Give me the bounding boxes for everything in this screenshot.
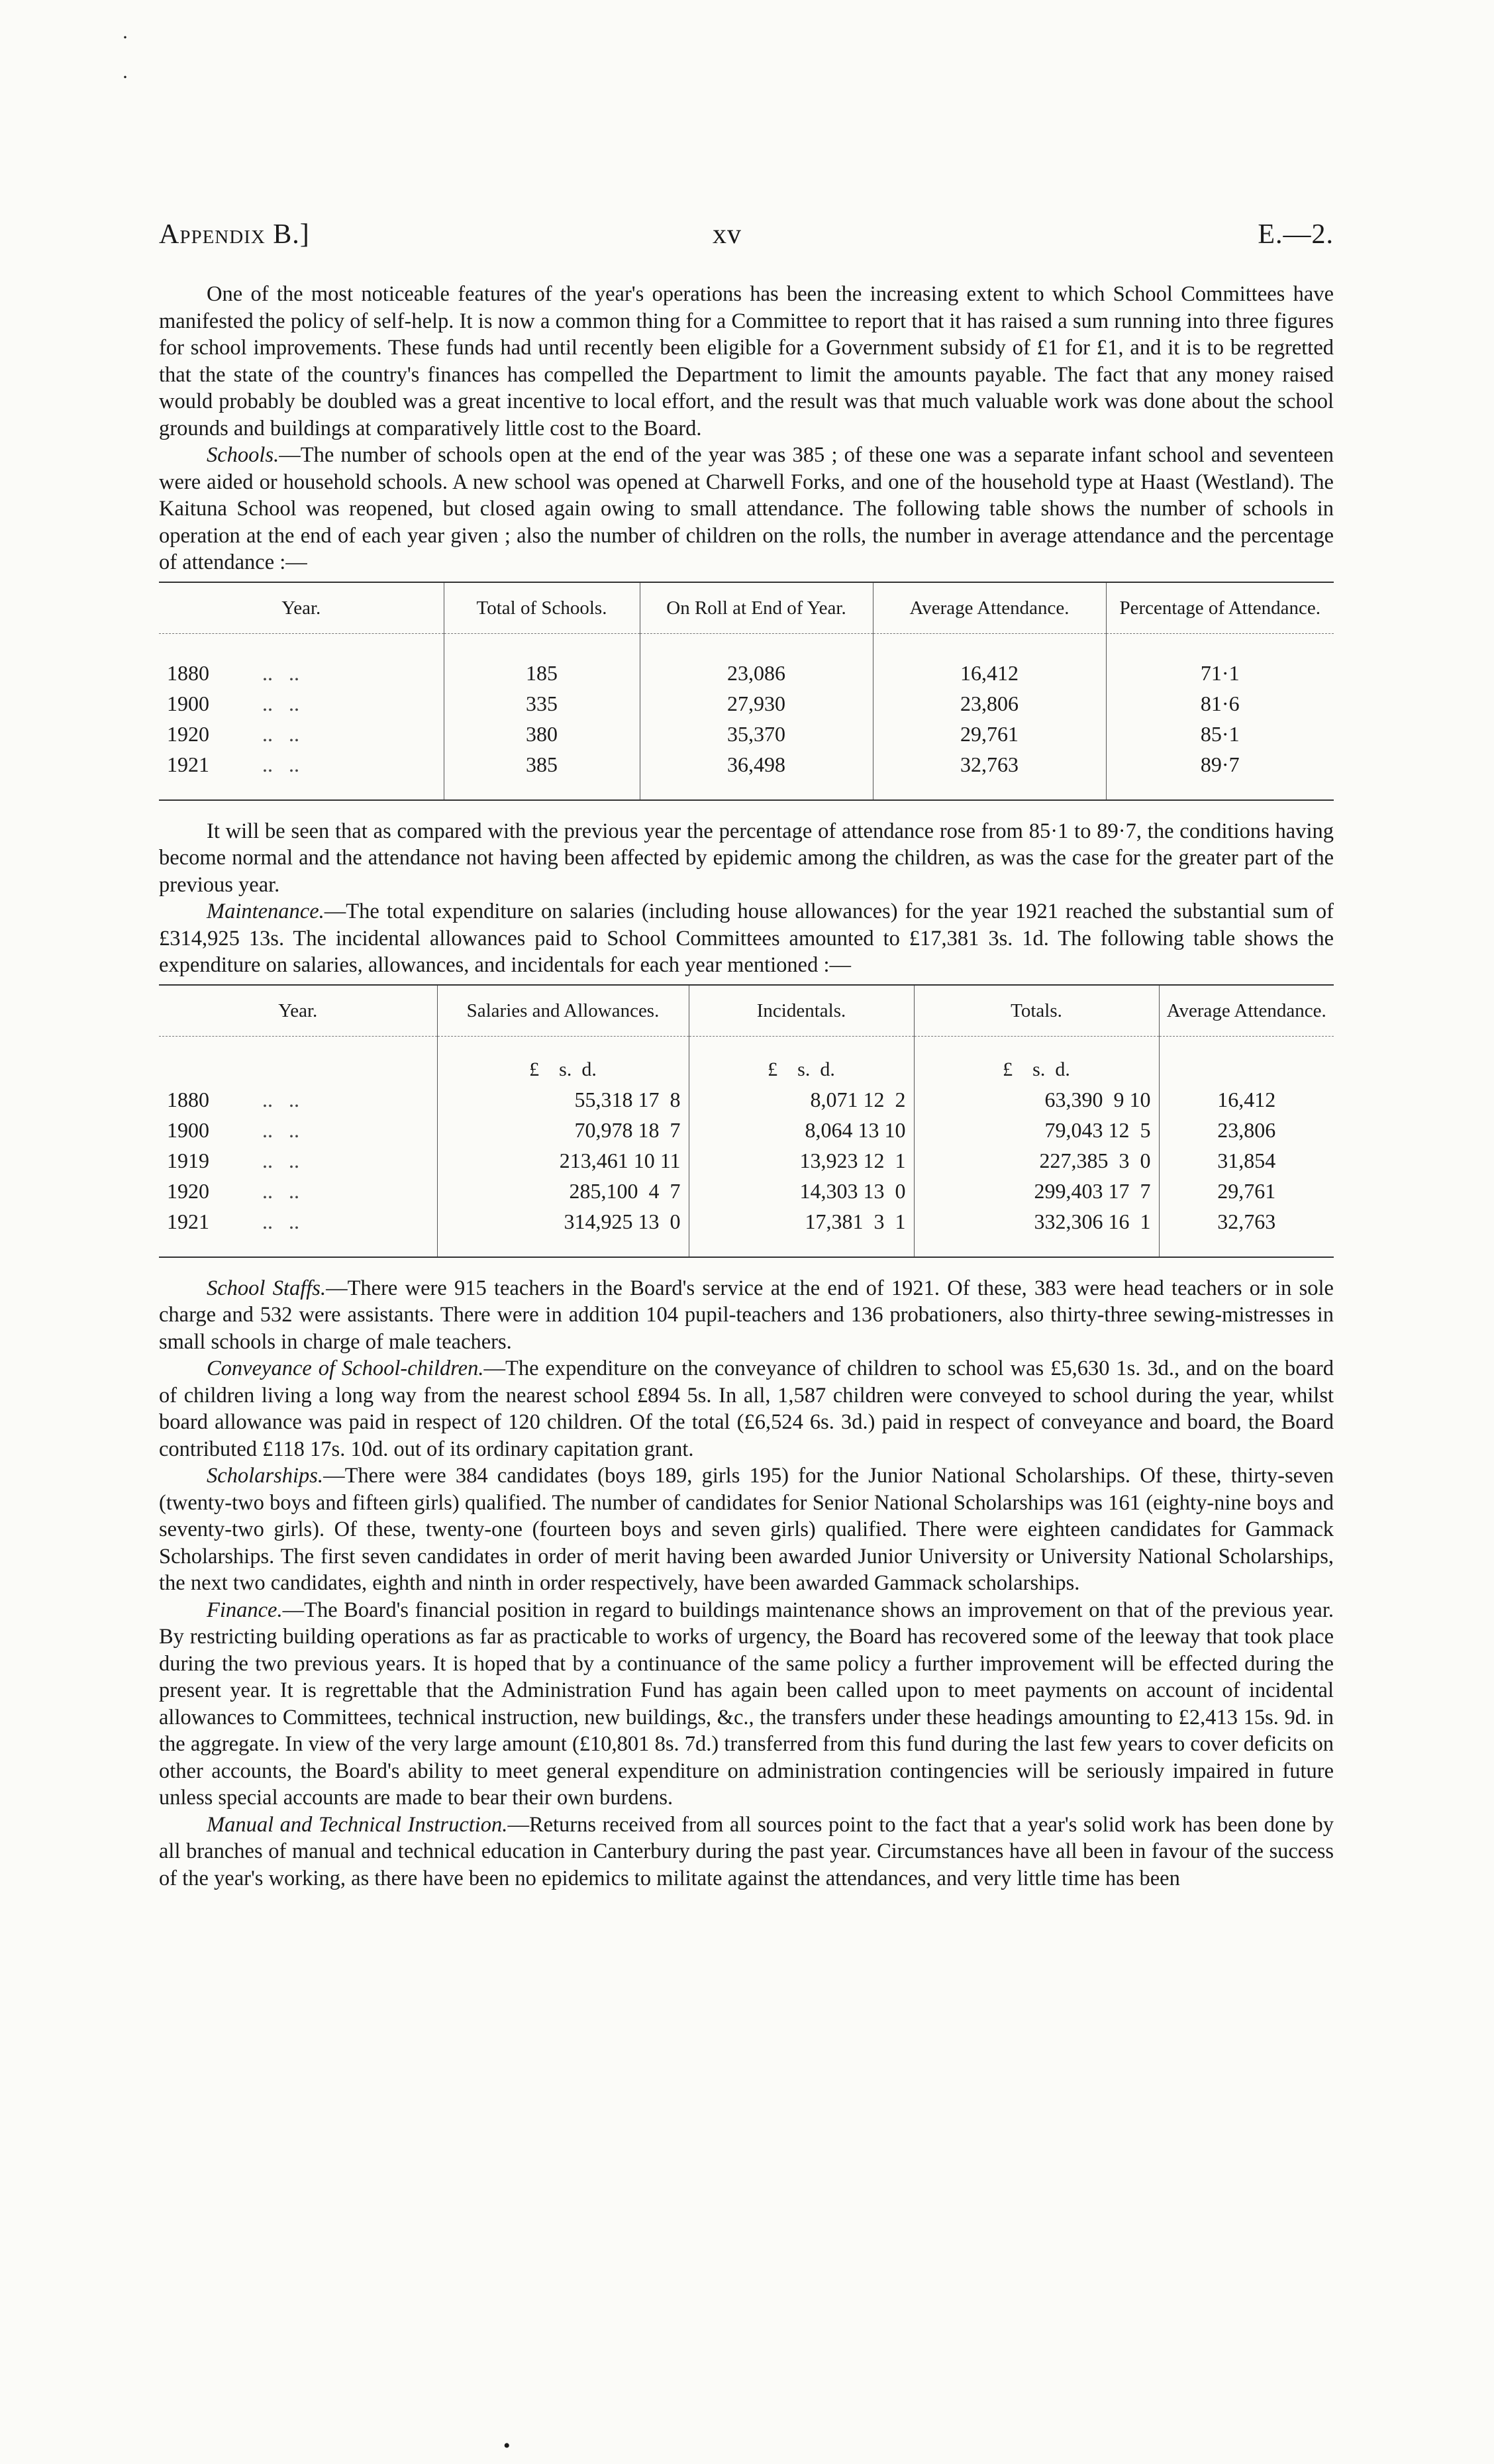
cell-attendance: 32,763 [1159, 1206, 1334, 1257]
cell-attendance: 16,412 [873, 633, 1106, 688]
row-year-cell [159, 749, 444, 800]
row-year-cell [159, 1115, 437, 1145]
row-year-cell [159, 1206, 437, 1257]
row-year: 1920 [167, 721, 209, 746]
row-year-cell [159, 633, 444, 688]
cell-attendance: 32,763 [873, 749, 1106, 800]
cell-percentage: 89·7 [1106, 749, 1334, 800]
cell-totals: 332,306 16 1 [914, 1206, 1159, 1257]
paragraph-scholarships [159, 1463, 1334, 1597]
cell-schools: 385 [444, 749, 640, 800]
document-page [159, 219, 1334, 1892]
cell-percentage: 81·6 [1106, 688, 1334, 719]
paragraph-finance [159, 1597, 1334, 1812]
cell-salaries: 55,318 17 8 [437, 1084, 689, 1115]
paragraph-attendance: It will be seen that as compared with the previous year the percentage of attendance rose from 85·1 to 89·7, the conditions having become normal and the attendance not having been affected by epidemic among the children, as was the case for the greater part of the previous year. [159, 819, 1334, 897]
paragraph-maintenance [159, 898, 1334, 979]
table-row [159, 1206, 1334, 1257]
cell-incidentals: 17,381 3 1 [689, 1206, 914, 1257]
col-on-roll: On Roll at End of Year. [640, 582, 873, 634]
unit-salaries: £ s. d. [437, 1036, 689, 1084]
cell-salaries: 314,925 13 0 [437, 1206, 689, 1257]
col-average-attendance: Average Attendance. [1159, 985, 1334, 1037]
cell-incidentals: 13,923 12 1 [689, 1145, 914, 1176]
table-row [159, 688, 1334, 719]
paragraph-conveyance [159, 1355, 1334, 1463]
row-year: 1919 [167, 1148, 209, 1172]
finance-heading: Finance. [207, 1598, 283, 1622]
unit-blank [159, 1036, 437, 1084]
cell-on-roll: 36,498 [640, 749, 873, 800]
cell-attendance: 23,806 [873, 688, 1106, 719]
cell-totals: 299,403 17 7 [914, 1176, 1159, 1206]
table-row [159, 633, 1334, 688]
table-header-row [159, 985, 1334, 1037]
table-row [159, 719, 1334, 749]
row-year: 1920 [167, 1178, 209, 1203]
row-year: 1900 [167, 1117, 209, 1142]
cell-salaries: 285,100 4 7 [437, 1176, 689, 1206]
cell-salaries: 213,461 10 11 [437, 1145, 689, 1176]
leader-dots: .. .. [262, 752, 299, 776]
manual-heading: Manual and Technical Instruction. [207, 1812, 508, 1837]
leader-dots: .. .. [262, 660, 299, 685]
leader-dots: .. .. [262, 691, 299, 715]
units-row [159, 1036, 1334, 1084]
table-row [159, 749, 1334, 800]
header-page-number: xv [713, 219, 742, 250]
unit-incidentals: £ s. d. [689, 1036, 914, 1084]
finance-text: —The Board's financial position in regard to buildings maintenance shows an improvement on that of the previous year. By restricting building operations as far as practicable to works of urgency, the Board has recovered some of the leeway that took place during the two previous years. It is hoped that by a continuance of the same policy a further improvement will be effected during the present year. It is regrettable that the Administration Fund has again been called upon to meet payments on account of incidental allowances to Committees, technical instruction, new buildings, &c., the transfers under these headings amounting to £2,413 15s. 9d. in the aggregate. In view of the very large amount (£10,801 8s. 7d.) transferred from this fund during the last few years to cover deficits on other accounts, the Board's ability to meet general expenditure on administration contingencies will be seriously impaired in future unless special accounts are made to bear their own burdens. [159, 1598, 1334, 1810]
col-incidentals: Incidentals. [689, 985, 914, 1037]
cell-totals: 227,385 3 0 [914, 1145, 1159, 1176]
scholarships-text: —There were 384 candidates (boys 189, girls 195) for the Junior National Scholarships. Of these, thirty-seven (twenty-two boys and fifteen girls) qualified. The number of candidates for Senior National Scholarships was 161 (eighty-nine boys and seventy-two girls). Of these, twenty-one (fourteen boys and seven girls) qualified. There were eighteen candidates for Gammack Scholarships. The first seven candidates in order of merit having been awarded Junior University or University National Scholarships, the next two candidates, eighth and ninth in order respectively, have been awarded Gammack scholarships. [159, 1464, 1334, 1595]
cell-attendance: 29,761 [1159, 1176, 1334, 1206]
cell-salaries: 70,978 18 7 [437, 1115, 689, 1145]
leader-dots: .. .. [262, 1087, 299, 1111]
row-year-cell [159, 719, 444, 749]
cell-attendance: 29,761 [873, 719, 1106, 749]
paragraph-schools [159, 442, 1334, 576]
row-year: 1880 [167, 660, 209, 685]
row-year-cell [159, 1145, 437, 1176]
schools-text: —The number of schools open at the end of the year was 385 ; of these one was a separate infant school and seventeen were aided or household schools. A new school was opened at Charwell Forks, and one of the household type at Haast (Westland). The Kaituna School was reopened, but closed again owing to small attendance. The following table shows the number of schools in operation at the end of each year given ; also the number of children on the rolls, the number in average attendance and the percentage of attendance :— [159, 443, 1334, 574]
col-year: Year. [159, 985, 437, 1037]
row-year-cell [159, 1084, 437, 1115]
stray-mark: · [122, 26, 128, 48]
table-row [159, 1115, 1334, 1145]
row-year-cell [159, 1176, 437, 1206]
cell-totals: 79,043 12 5 [914, 1115, 1159, 1145]
col-average-attendance: Average Attendance. [873, 582, 1106, 634]
col-totals: Totals. [914, 985, 1159, 1037]
col-percentage: Percentage of Attendance. [1106, 582, 1334, 634]
cell-schools: 185 [444, 633, 640, 688]
unit-totals: £ s. d. [914, 1036, 1159, 1084]
col-total-schools: Total of Schools. [444, 582, 640, 634]
row-year-cell [159, 688, 444, 719]
cell-percentage: 85·1 [1106, 719, 1334, 749]
header-appendix: Appendix B.] [159, 219, 310, 250]
conveyance-heading: Conveyance of School-children. [207, 1357, 484, 1380]
unit-blank [1159, 1036, 1334, 1084]
manual-text: —Returns received from all sources point to the fact that a year's solid work has been done by all branches of manual and technical education in Canterbury during the past year. Circumstances have all been in favour of the success of the year's working, as there have been no epidemics to militate against the attendances, and very little time has been [159, 1812, 1334, 1890]
cell-percentage: 71·1 [1106, 633, 1334, 688]
maintenance-text: —The total expenditure on salaries (including house allowances) for the year 1921 reached the substantial sum of £314,925 13s. The incidental allowances paid to School Committees amounted to £17,381 3s. 1d. The following table shows the expenditure on salaries, allowances, and incidentals for each year mentioned :— [159, 899, 1334, 977]
table-row [159, 1176, 1334, 1206]
page-header [159, 219, 1334, 250]
row-year: 1880 [167, 1087, 209, 1111]
table-header-row [159, 582, 1334, 634]
leader-dots: .. .. [262, 1178, 299, 1203]
cell-incidentals: 8,064 13 10 [689, 1115, 914, 1145]
cell-on-roll: 35,370 [640, 719, 873, 749]
cell-schools: 335 [444, 688, 640, 719]
schools-heading: Schools. [207, 443, 279, 467]
cell-attendance: 16,412 [1159, 1084, 1334, 1115]
row-year: 1900 [167, 691, 209, 715]
header-section: E.—2. [1258, 219, 1334, 250]
stray-mark: · [122, 66, 128, 88]
maintenance-heading: Maintenance. [207, 899, 324, 923]
staffs-text: —There were 915 teachers in the Board's service at the end of 1921. Of these, 383 were head teachers or in sole charge and 532 were assistants. There were in addition 104 pupil-teachers and 136 probationers, also thirty-three sewing-mistresses in small schools in charge of male teachers. [159, 1276, 1334, 1354]
schools-table [159, 582, 1334, 801]
cell-attendance: 31,854 [1159, 1145, 1334, 1176]
scholarships-heading: Scholarships. [207, 1464, 324, 1488]
row-year: 1921 [167, 1209, 209, 1233]
cell-totals: 63,390 9 10 [914, 1084, 1159, 1115]
paragraph-self-help: One of the most noticeable features of the year's operations has been the increasing extent to which School Committees have manifested the policy of self-help. It is now a common thing for a Committee to report that it has raised a sum running into three figures for school improvements. These funds had until recently been eligible for a Government subsidy of £1 for £1, and it is to be regretted that the state of the country's finances has compelled the Department to limit the amounts payable. The fact that any money raised would probably be doubled was a great incentive to local effort, and the result was that much valuable work was done about the school grounds and buildings at comparatively little cost to the Board. [159, 282, 1334, 440]
table-row [159, 1084, 1334, 1115]
col-salaries: Salaries and Allowances. [437, 985, 689, 1037]
row-year: 1921 [167, 752, 209, 776]
leader-dots: .. .. [262, 1117, 299, 1142]
leader-dots: .. .. [262, 721, 299, 746]
conveyance-text: —The expenditure on the conveyance of children to school was £5,630 1s. 3d., and on the board of children living a long way from the nearest school £894 5s. In all, 1,587 children were conveyed to school during the year, whilst board allowance was paid in respect of 120 children. Of the total (£6,524 6s. 3d.) paid in respect of conveyance and board, the Board contributed £118 17s. 10d. out of its ordinary capitation grant. [159, 1357, 1334, 1461]
paragraph-staffs [159, 1275, 1334, 1356]
stray-mark: • [503, 2435, 511, 2457]
cell-attendance: 23,806 [1159, 1115, 1334, 1145]
cell-on-roll: 27,930 [640, 688, 873, 719]
leader-dots: .. .. [262, 1209, 299, 1233]
paragraph-manual-technical [159, 1812, 1334, 1892]
col-year: Year. [159, 582, 444, 634]
table-row [159, 1145, 1334, 1176]
cell-incidentals: 8,071 12 2 [689, 1084, 914, 1115]
cell-on-roll: 23,086 [640, 633, 873, 688]
expenditure-table [159, 984, 1334, 1258]
cell-schools: 380 [444, 719, 640, 749]
staffs-heading: School Staffs. [207, 1276, 326, 1300]
cell-incidentals: 14,303 13 0 [689, 1176, 914, 1206]
leader-dots: .. .. [262, 1148, 299, 1172]
